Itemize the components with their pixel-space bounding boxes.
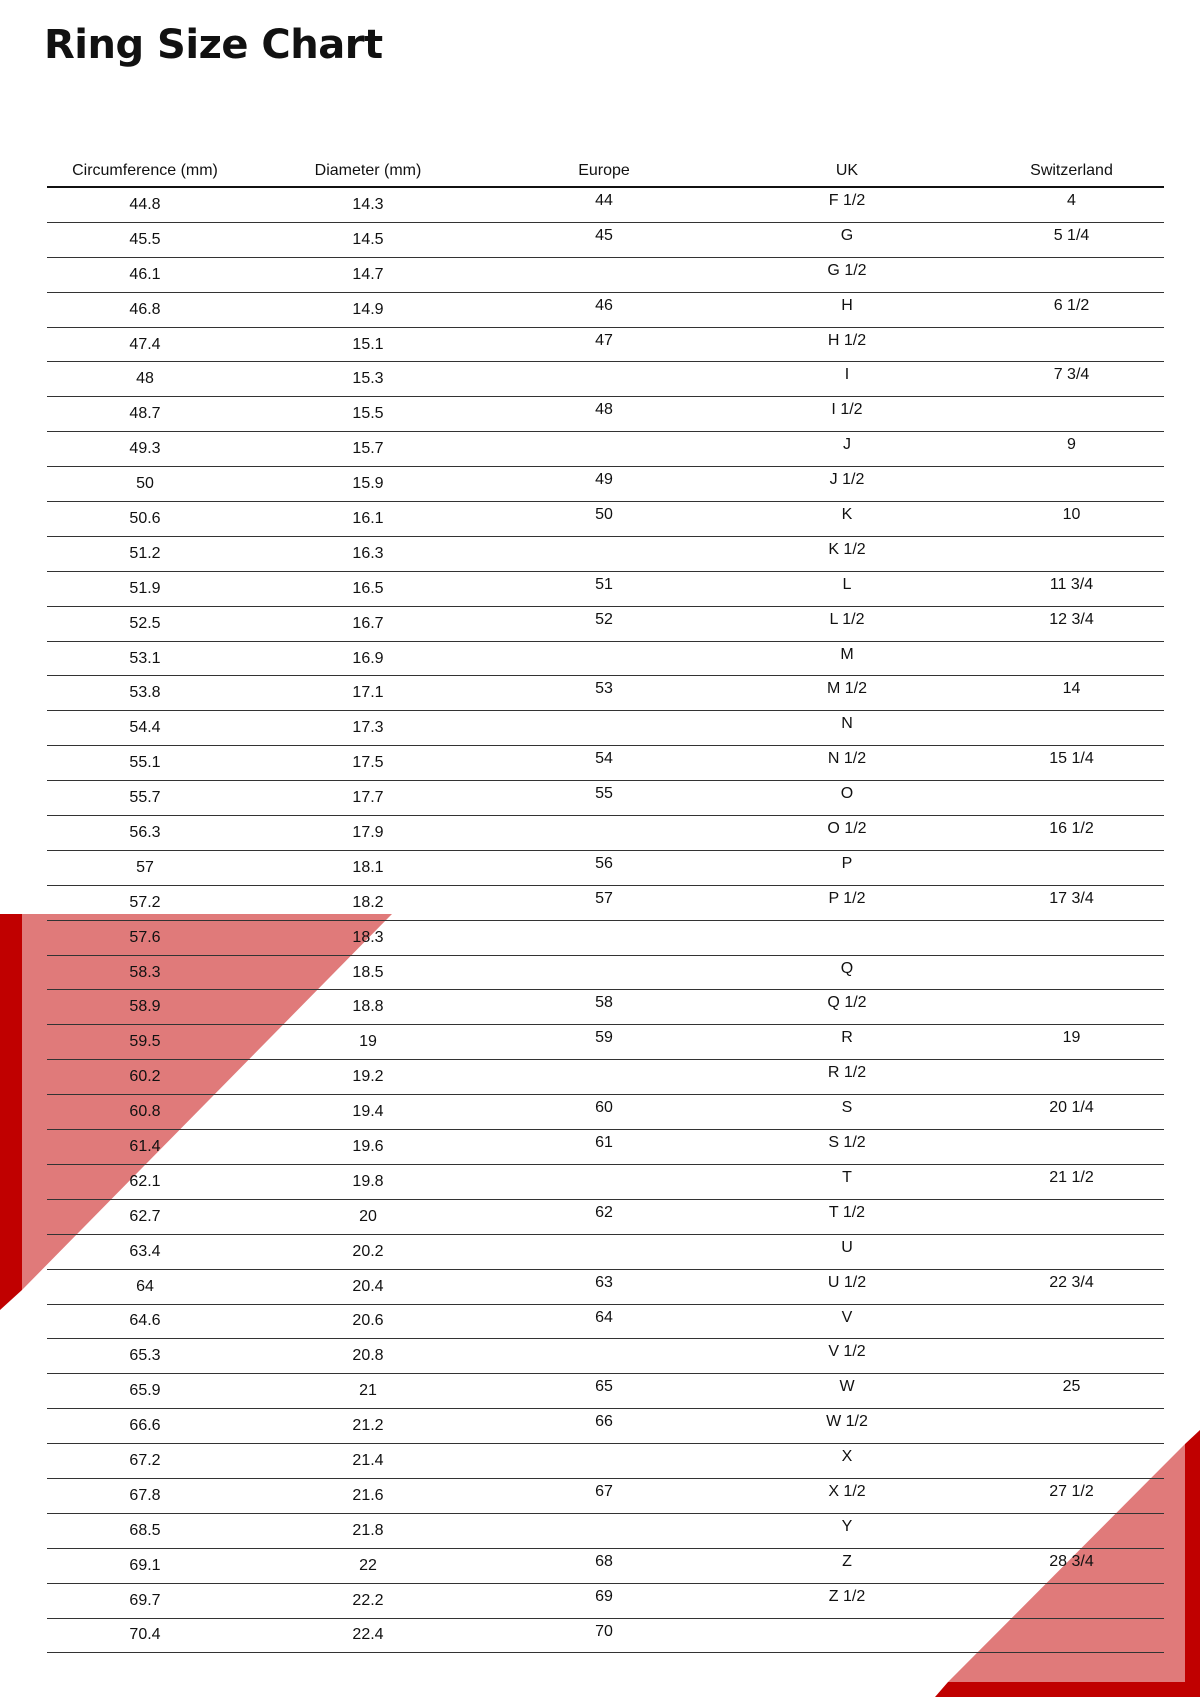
table-row [47,536,1164,571]
cell-uk: Q 1/2 [715,990,979,1025]
table-row [47,1025,1164,1060]
cell-diameter: 19.2 [243,1060,493,1095]
table-row [47,1304,1164,1339]
cell-circumference: 54.4 [47,711,243,746]
cell-circumference: 63.4 [47,1234,243,1269]
cell-uk: I [715,362,979,397]
cell-diameter: 16.3 [243,536,493,571]
cell-diameter: 18.3 [243,920,493,955]
cell-circumference: 57 [47,850,243,885]
cell-uk: X 1/2 [715,1478,979,1513]
cell-europe: 50 [493,502,715,537]
cell-uk: T [715,1164,979,1199]
cell-circumference: 51.9 [47,571,243,606]
table-row [47,222,1164,257]
cell-switzerland: 28 3/4 [979,1548,1164,1583]
cell-diameter: 18.2 [243,885,493,920]
cell-diameter: 18.8 [243,990,493,1025]
cell-circumference: 59.5 [47,1025,243,1060]
cell-europe [493,955,715,990]
cell-switzerland: 9 [979,432,1164,467]
cell-circumference: 45.5 [47,222,243,257]
table-row [47,816,1164,851]
cell-uk: G [715,222,979,257]
table-row [47,1164,1164,1199]
table-row [47,711,1164,746]
table-row [47,1060,1164,1095]
cell-circumference: 64 [47,1269,243,1304]
table-row [47,885,1164,920]
cell-circumference: 67.8 [47,1478,243,1513]
cell-uk: R [715,1025,979,1060]
table-row [47,467,1164,502]
cell-uk: S [715,1095,979,1130]
table-row [47,327,1164,362]
cell-europe: 69 [493,1583,715,1618]
cell-diameter: 15.5 [243,397,493,432]
cell-uk: Q [715,955,979,990]
table-row [47,1199,1164,1234]
cell-uk [715,1618,979,1653]
cell-uk [715,920,979,955]
cell-uk: X [715,1444,979,1479]
cell-switzerland [979,990,1164,1025]
header-circumference: Circumference (mm) [47,156,243,187]
cell-circumference: 65.9 [47,1374,243,1409]
cell-diameter: 20.6 [243,1304,493,1339]
table-row [47,362,1164,397]
cell-diameter: 21.6 [243,1478,493,1513]
cell-europe: 68 [493,1548,715,1583]
cell-uk: N 1/2 [715,746,979,781]
cell-uk: T 1/2 [715,1199,979,1234]
cell-circumference: 65.3 [47,1339,243,1374]
cell-uk: G 1/2 [715,257,979,292]
cell-circumference: 55.1 [47,746,243,781]
cell-switzerland: 12 3/4 [979,606,1164,641]
cell-diameter: 14.9 [243,292,493,327]
cell-switzerland [979,641,1164,676]
cell-switzerland: 17 3/4 [979,885,1164,920]
cell-switzerland [979,1444,1164,1479]
cell-uk: H [715,292,979,327]
table-row [47,1095,1164,1130]
cell-switzerland: 15 1/4 [979,746,1164,781]
table-row [47,955,1164,990]
cell-switzerland: 21 1/2 [979,1164,1164,1199]
cell-uk: U 1/2 [715,1269,979,1304]
cell-circumference: 62.7 [47,1199,243,1234]
cell-europe: 59 [493,1025,715,1060]
cell-europe: 47 [493,327,715,362]
cell-switzerland: 5 1/4 [979,222,1164,257]
cell-circumference: 60.8 [47,1095,243,1130]
cell-uk: H 1/2 [715,327,979,362]
cell-europe [493,362,715,397]
cell-switzerland [979,1618,1164,1653]
cell-europe [493,711,715,746]
cell-switzerland: 27 1/2 [979,1478,1164,1513]
cell-europe [493,1164,715,1199]
cell-switzerland [979,1234,1164,1269]
page-title: Ring Size Chart [44,22,383,68]
table-row [47,606,1164,641]
cell-circumference: 50.6 [47,502,243,537]
cell-uk: P 1/2 [715,885,979,920]
table-row [47,1548,1164,1583]
cell-circumference: 56.3 [47,816,243,851]
table-row [47,1130,1164,1165]
cell-europe: 48 [493,397,715,432]
cell-switzerland: 25 [979,1374,1164,1409]
cell-europe: 52 [493,606,715,641]
cell-europe [493,536,715,571]
table-row [47,1513,1164,1548]
cell-switzerland [979,1583,1164,1618]
cell-europe [493,920,715,955]
cell-circumference: 48.7 [47,397,243,432]
cell-europe: 49 [493,467,715,502]
cell-europe: 45 [493,222,715,257]
cell-switzerland: 19 [979,1025,1164,1060]
table-row [47,850,1164,885]
cell-circumference: 69.7 [47,1583,243,1618]
cell-switzerland [979,397,1164,432]
cell-uk: U [715,1234,979,1269]
cell-europe: 53 [493,676,715,711]
cell-europe: 56 [493,850,715,885]
cell-switzerland: 4 [979,187,1164,222]
cell-uk: V [715,1304,979,1339]
cell-diameter: 14.3 [243,187,493,222]
cell-diameter: 22 [243,1548,493,1583]
cell-switzerland [979,781,1164,816]
cell-circumference: 69.1 [47,1548,243,1583]
cell-europe [493,1444,715,1479]
cell-switzerland: 22 3/4 [979,1269,1164,1304]
table-row [47,1618,1164,1653]
cell-diameter: 20.2 [243,1234,493,1269]
cell-switzerland [979,1060,1164,1095]
cell-europe: 51 [493,571,715,606]
cell-circumference: 61.4 [47,1130,243,1165]
cell-circumference: 67.2 [47,1444,243,1479]
cell-circumference: 52.5 [47,606,243,641]
cell-diameter: 15.7 [243,432,493,467]
cell-switzerland [979,1513,1164,1548]
cell-uk: L [715,571,979,606]
table-row [47,502,1164,537]
cell-switzerland [979,711,1164,746]
cell-uk: M [715,641,979,676]
header-switzerland: Switzerland [979,156,1164,187]
cell-diameter: 18.5 [243,955,493,990]
cell-diameter: 21.2 [243,1409,493,1444]
cell-europe [493,432,715,467]
cell-europe: 54 [493,746,715,781]
cell-uk: S 1/2 [715,1130,979,1165]
cell-diameter: 18.1 [243,850,493,885]
table-row [47,1583,1164,1618]
table-row [47,781,1164,816]
table-row [47,571,1164,606]
cell-uk: J 1/2 [715,467,979,502]
cell-diameter: 22.2 [243,1583,493,1618]
cell-diameter: 16.1 [243,502,493,537]
cell-circumference: 47.4 [47,327,243,362]
cell-circumference: 64.6 [47,1304,243,1339]
cell-switzerland: 10 [979,502,1164,537]
cell-europe [493,1339,715,1374]
cell-switzerland [979,467,1164,502]
cell-circumference: 44.8 [47,187,243,222]
cell-europe [493,1060,715,1095]
table-row [47,1269,1164,1304]
cell-circumference: 51.2 [47,536,243,571]
table-row [47,1234,1164,1269]
cell-switzerland [979,920,1164,955]
cell-uk: N [715,711,979,746]
cell-circumference: 58.9 [47,990,243,1025]
cell-circumference: 50 [47,467,243,502]
table-row [47,187,1164,222]
cell-uk: O [715,781,979,816]
cell-diameter: 17.5 [243,746,493,781]
cell-europe [493,1234,715,1269]
cell-uk: J [715,432,979,467]
cell-switzerland [979,1409,1164,1444]
cell-uk: W [715,1374,979,1409]
table-row [47,641,1164,676]
cell-circumference: 57.2 [47,885,243,920]
cell-uk: K [715,502,979,537]
cell-uk: V 1/2 [715,1339,979,1374]
cell-diameter: 14.5 [243,222,493,257]
cell-circumference: 68.5 [47,1513,243,1548]
table-row [47,292,1164,327]
cell-circumference: 55.7 [47,781,243,816]
decor-bar-left [0,914,22,1310]
cell-europe: 55 [493,781,715,816]
cell-diameter: 15.1 [243,327,493,362]
cell-europe: 62 [493,1199,715,1234]
header-uk: UK [715,156,979,187]
cell-switzerland [979,850,1164,885]
cell-uk: K 1/2 [715,536,979,571]
cell-europe: 64 [493,1304,715,1339]
cell-switzerland [979,955,1164,990]
cell-diameter: 20 [243,1199,493,1234]
cell-circumference: 46.1 [47,257,243,292]
cell-switzerland [979,327,1164,362]
table-row [47,1478,1164,1513]
cell-diameter: 19.8 [243,1164,493,1199]
cell-diameter: 21.8 [243,1513,493,1548]
cell-europe: 58 [493,990,715,1025]
cell-europe [493,1513,715,1548]
table-row [47,746,1164,781]
cell-diameter: 14.7 [243,257,493,292]
table-row [47,990,1164,1025]
cell-uk: M 1/2 [715,676,979,711]
cell-diameter: 20.8 [243,1339,493,1374]
cell-europe: 46 [493,292,715,327]
ring-size-table [47,156,1164,1653]
cell-circumference: 70.4 [47,1618,243,1653]
cell-circumference: 48 [47,362,243,397]
cell-switzerland: 6 1/2 [979,292,1164,327]
cell-diameter: 19 [243,1025,493,1060]
cell-europe: 65 [493,1374,715,1409]
cell-diameter: 22.4 [243,1618,493,1653]
header-diameter: Diameter (mm) [243,156,493,187]
cell-diameter: 17.9 [243,816,493,851]
cell-diameter: 17.3 [243,711,493,746]
cell-europe [493,641,715,676]
cell-circumference: 53.1 [47,641,243,676]
cell-switzerland: 16 1/2 [979,816,1164,851]
cell-europe: 67 [493,1478,715,1513]
cell-uk: Y [715,1513,979,1548]
cell-europe [493,816,715,851]
table-row [47,1374,1164,1409]
cell-uk: F 1/2 [715,187,979,222]
table-row [47,1339,1164,1374]
cell-europe: 61 [493,1130,715,1165]
cell-circumference: 66.6 [47,1409,243,1444]
table-row [47,257,1164,292]
cell-diameter: 15.9 [243,467,493,502]
table-row [47,920,1164,955]
table-row [47,432,1164,467]
cell-uk: I 1/2 [715,397,979,432]
cell-switzerland [979,1339,1164,1374]
cell-diameter: 17.1 [243,676,493,711]
cell-europe: 60 [493,1095,715,1130]
cell-switzerland [979,1130,1164,1165]
cell-circumference: 62.1 [47,1164,243,1199]
cell-europe: 57 [493,885,715,920]
cell-uk: R 1/2 [715,1060,979,1095]
table-body [47,187,1164,1653]
cell-switzerland [979,1199,1164,1234]
cell-diameter: 16.7 [243,606,493,641]
cell-switzerland [979,257,1164,292]
cell-circumference: 49.3 [47,432,243,467]
table-row [47,397,1164,432]
table-header-row [47,156,1164,187]
cell-uk: Z [715,1548,979,1583]
cell-switzerland: 14 [979,676,1164,711]
table-row [47,676,1164,711]
table-row [47,1409,1164,1444]
cell-europe: 44 [493,187,715,222]
cell-uk: P [715,850,979,885]
cell-circumference: 60.2 [47,1060,243,1095]
cell-uk: W 1/2 [715,1409,979,1444]
cell-europe: 66 [493,1409,715,1444]
cell-circumference: 57.6 [47,920,243,955]
cell-diameter: 16.5 [243,571,493,606]
cell-diameter: 17.7 [243,781,493,816]
cell-uk: O 1/2 [715,816,979,851]
cell-switzerland [979,536,1164,571]
cell-circumference: 46.8 [47,292,243,327]
cell-diameter: 20.4 [243,1269,493,1304]
cell-switzerland: 7 3/4 [979,362,1164,397]
cell-switzerland: 20 1/4 [979,1095,1164,1130]
cell-diameter: 21 [243,1374,493,1409]
cell-circumference: 53.8 [47,676,243,711]
cell-switzerland: 11 3/4 [979,571,1164,606]
cell-diameter: 19.4 [243,1095,493,1130]
cell-europe: 63 [493,1269,715,1304]
cell-uk: Z 1/2 [715,1583,979,1618]
cell-diameter: 16.9 [243,641,493,676]
cell-uk: L 1/2 [715,606,979,641]
cell-europe [493,257,715,292]
cell-diameter: 19.6 [243,1130,493,1165]
cell-switzerland [979,1304,1164,1339]
cell-diameter: 15.3 [243,362,493,397]
cell-diameter: 21.4 [243,1444,493,1479]
cell-europe: 70 [493,1618,715,1653]
header-europe: Europe [493,156,715,187]
cell-circumference: 58.3 [47,955,243,990]
table-row [47,1444,1164,1479]
